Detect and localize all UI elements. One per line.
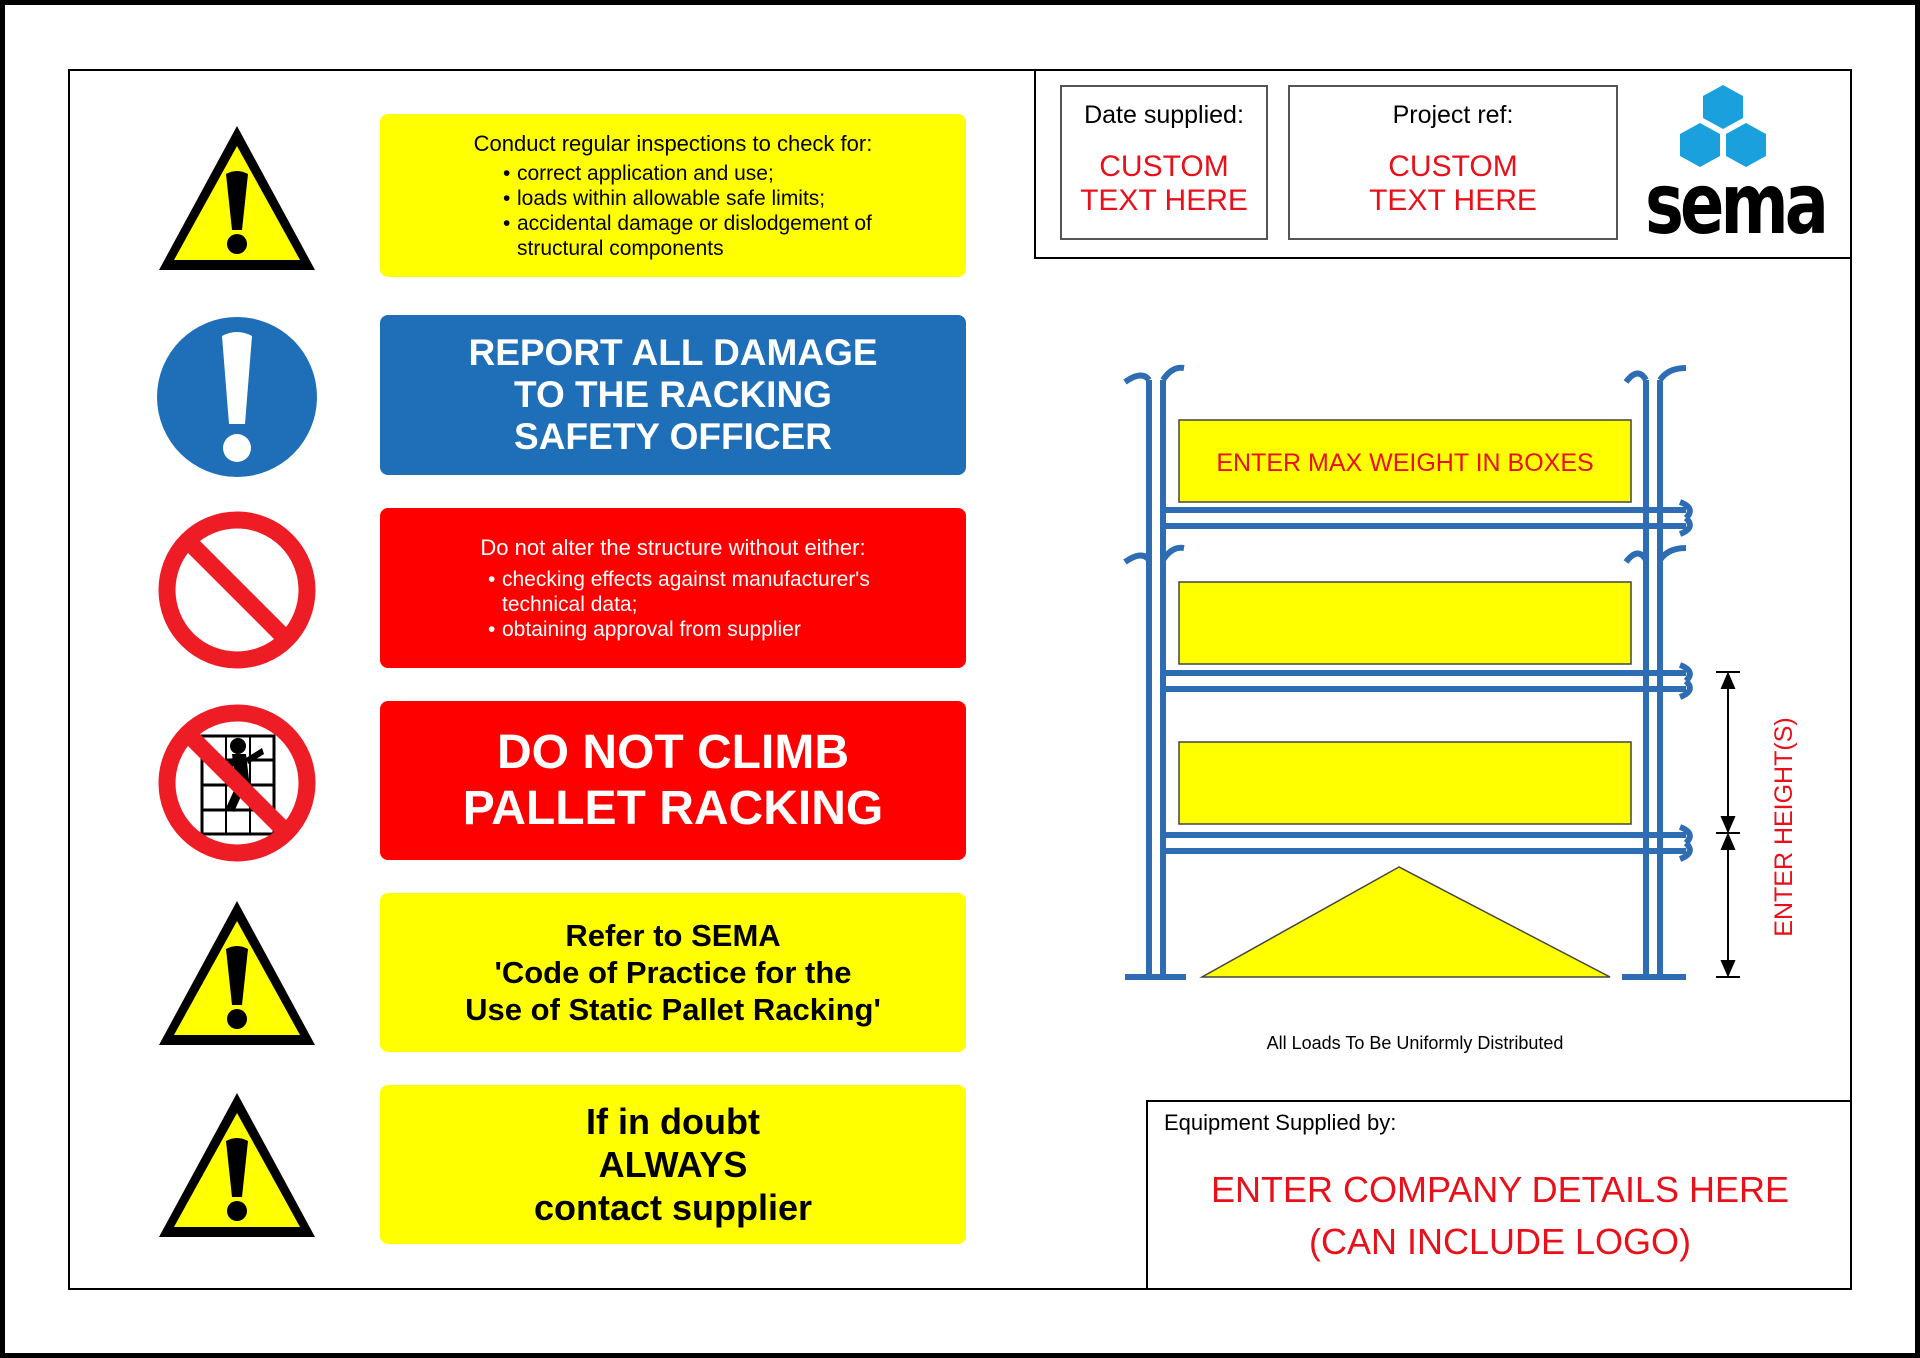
racking-diagram [1120, 360, 1820, 1000]
height-dimension [1716, 672, 1740, 977]
list-item: • loads within allowable safe limits; [503, 186, 913, 211]
do-not-alter-list [488, 567, 918, 642]
doubt-line: If in doubt [586, 1101, 760, 1142]
report-damage-line: SAFETY OFFICER [514, 416, 832, 457]
inspections-list [503, 161, 913, 261]
do-not-climb-line: DO NOT CLIMB [497, 725, 849, 779]
report-damage-line: TO THE RACKING [514, 374, 832, 415]
company-details-value: ENTER COMPANY DETAILS HERE (CAN INCLUDE LOGO) [1210, 1169, 1790, 1262]
project-ref-box [1288, 85, 1618, 240]
logo-wordmark: sema [1645, 155, 1825, 253]
project-ref-label: Project ref: [1392, 101, 1514, 129]
project-ref-value: CUSTOM TEXT HERE [1369, 150, 1537, 217]
doubt-line: contact supplier [533, 1187, 813, 1228]
do-not-alter-panel [380, 508, 966, 668]
header-box [1034, 69, 1852, 259]
report-damage-line: REPORT ALL DAMAGE [468, 332, 878, 373]
floor-load-pile [1202, 867, 1610, 977]
inspections-heading: Conduct regular inspections to check for: [473, 131, 873, 156]
refer-line: Refer to SEMA [565, 918, 781, 953]
equipment-supplier-label: Equipment Supplied by: [1164, 1110, 1397, 1135]
prohibition-icon [152, 505, 322, 675]
warning-triangle-icon [152, 118, 322, 288]
inspections-panel [380, 114, 966, 277]
if-in-doubt-panel [380, 1085, 966, 1244]
report-damage-panel [380, 315, 966, 475]
equipment-supplier-box [1146, 1100, 1852, 1290]
warning-triangle-icon [152, 893, 322, 1063]
list-item: • obtaining approval from supplier [488, 617, 918, 642]
doubt-line: ALWAYS [598, 1144, 748, 1185]
refer-line: 'Code of Practice for the [494, 955, 852, 990]
refer-line: Use of Static Pallet Racking' [465, 992, 881, 1027]
date-supplied-value: CUSTOM TEXT HERE [1080, 150, 1248, 217]
mandatory-exclamation-icon [152, 312, 322, 482]
max-weight-label: ENTER MAX WEIGHT IN BOXES [1216, 449, 1594, 477]
warning-triangle-icon [152, 1085, 322, 1255]
uniform-load-caption: All Loads To Be Uniformly Distributed [1266, 1033, 1564, 1053]
height-label: ENTER HEIGHT(S) [1770, 717, 1798, 937]
date-supplied-label: Date supplied: [1084, 101, 1244, 129]
list-item: • correct application and use; [503, 161, 913, 186]
no-climbing-icon [152, 698, 322, 868]
date-supplied-box [1060, 85, 1268, 240]
do-not-climb-line: PALLET RACKING [462, 781, 884, 835]
refer-to-sema-panel [380, 893, 966, 1052]
sema-logo [1640, 83, 1830, 253]
load-box-middle [1179, 582, 1631, 664]
list-item: • accidental damage or dislodgement of structural components [503, 211, 913, 261]
do-not-climb-panel [380, 701, 966, 860]
do-not-alter-heading: Do not alter the structure without either: [480, 535, 866, 560]
logo-hexagon-top [1703, 85, 1743, 129]
load-box-lower [1179, 742, 1631, 824]
list-item: • checking effects against manufacturer's technical data; [488, 567, 918, 617]
